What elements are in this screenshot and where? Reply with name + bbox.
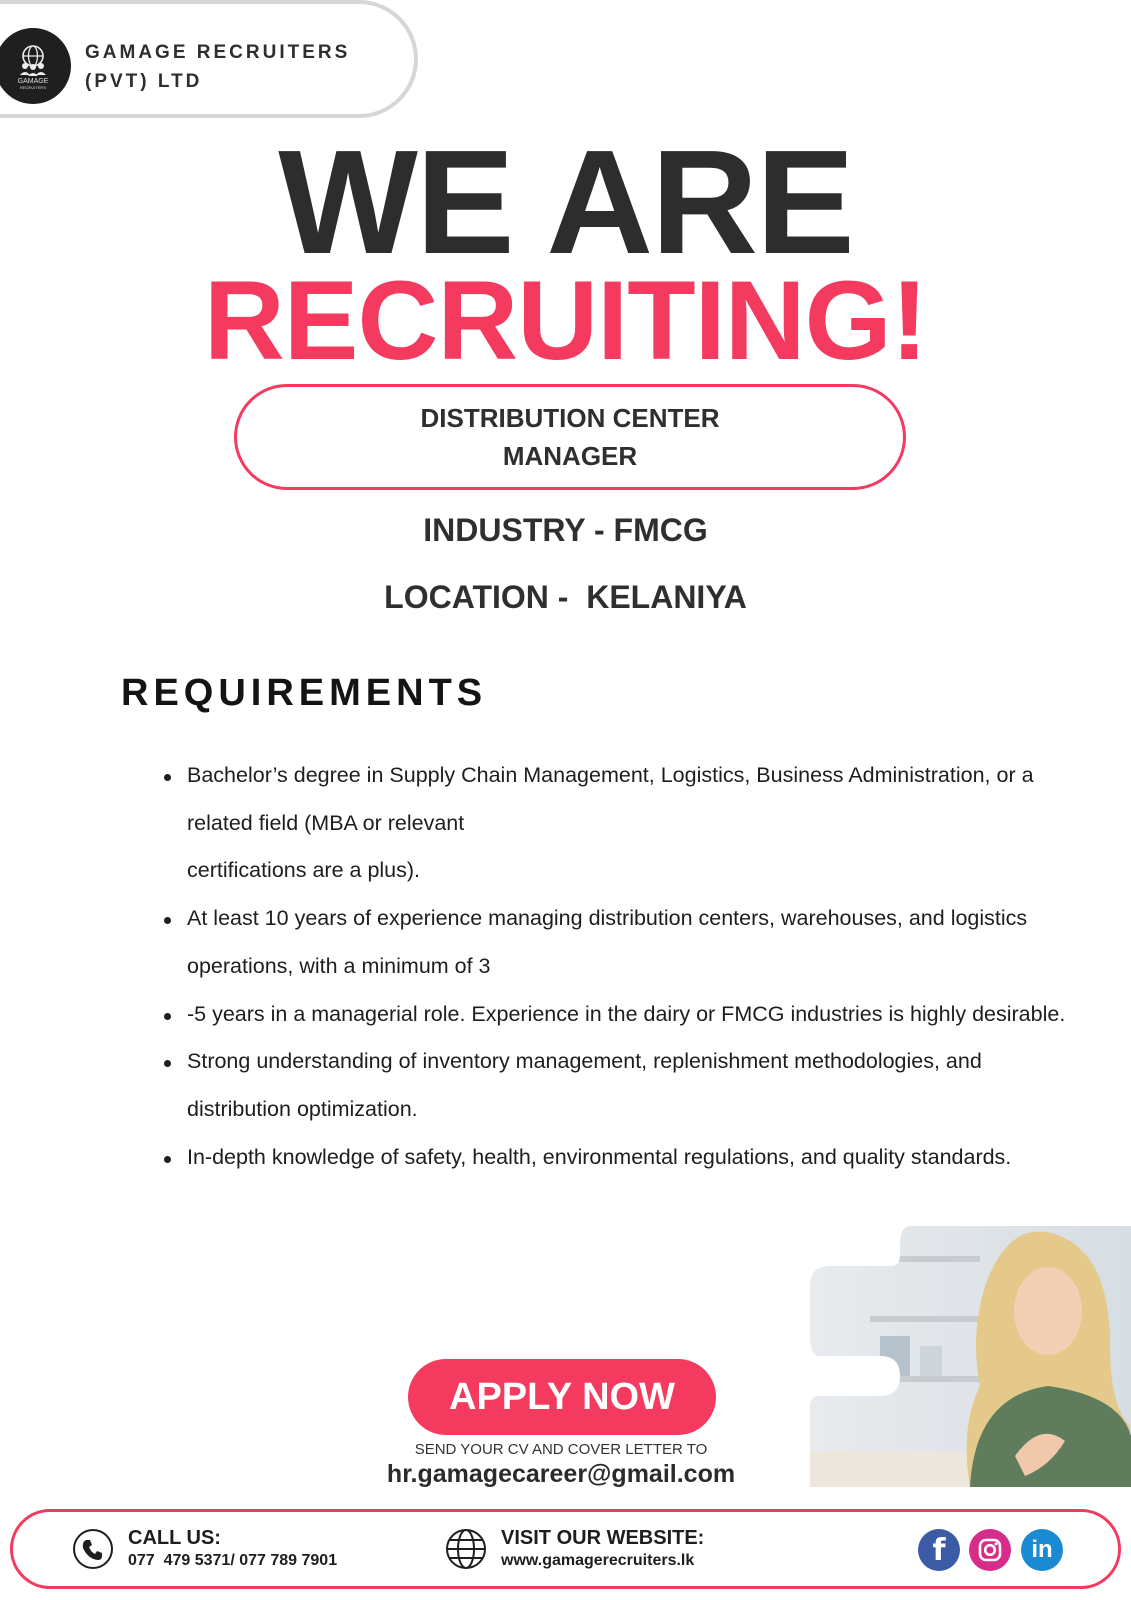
bullet-dot	[164, 1156, 171, 1163]
send-cv-instruction: SEND YOUR CV AND COVER LETTER TO	[414, 1441, 708, 1458]
requirements-list	[164, 752, 1084, 1181]
requirement-text: Strong understanding of inventory management, replenishment methodologies, and distribution optimization.	[187, 1049, 982, 1121]
logo-text-line1: GAMAGE	[17, 78, 49, 85]
company-logo	[0, 28, 71, 104]
bullet-dot	[164, 1060, 171, 1067]
requirement-text: At least 10 years of experience managing distribution centers, warehouses, and logistics operations, with a minimum of 3	[187, 906, 1028, 978]
facebook-icon[interactable]: f	[918, 1529, 960, 1571]
requirement-text: Bachelor’s degree in Supply Chain Management, Logistics, Business Administration, or a related field (MBA or relevant certifications are a plus).	[187, 763, 1034, 883]
phone-icon	[73, 1529, 113, 1569]
instagram-icon[interactable]	[969, 1529, 1011, 1571]
company-name-line2: (PVT) LTD	[85, 71, 203, 92]
location-text: LOCATION - KELANIYA	[384, 579, 747, 615]
requirement-item	[164, 752, 1084, 895]
website-label: VISIT OUR WEBSITE:	[501, 1527, 705, 1549]
bullet-dot	[164, 774, 171, 781]
requirements-heading: REQUIREMENTS	[121, 672, 488, 714]
requirement-text: -5 years in a managerial role. Experience in the dairy or FMCG industries is highly desirable.	[187, 1001, 1066, 1026]
call-us-label: CALL US:	[128, 1527, 221, 1549]
requirement-item	[164, 895, 1084, 990]
industry-text: INDUSTRY - FMCG	[423, 512, 708, 548]
bullet-dot	[164, 1013, 171, 1020]
logo-text-line2: RECRUITERS	[19, 85, 46, 90]
requirement-item	[164, 1134, 1084, 1182]
website-url[interactable]: www.gamagerecruiters.lk	[501, 1552, 695, 1569]
job-title-badge	[234, 384, 906, 490]
requirement-item	[164, 991, 1084, 1039]
requirement-item	[164, 1038, 1084, 1133]
job-title: DISTRIBUTION CENTER MANAGER	[420, 403, 720, 471]
company-name-line1: GAMAGE RECRUITERS	[85, 42, 351, 63]
company-header	[0, 0, 418, 118]
headline-recruiting: RECRUITING!	[203, 258, 928, 383]
company-name	[85, 38, 350, 96]
bullet-dot	[164, 917, 171, 924]
phone-numbers[interactable]: 077 479 5371/ 077 789 7901	[128, 1552, 338, 1569]
globe-people-icon	[16, 42, 50, 76]
logo-text	[18, 78, 49, 90]
linkedin-icon[interactable]: in	[1021, 1529, 1063, 1571]
apply-now-button[interactable]: APPLY NOW	[408, 1359, 716, 1435]
headline-we-are: WE ARE	[278, 120, 853, 285]
globe-icon	[445, 1528, 487, 1570]
footer-contact-bar	[10, 1509, 1121, 1589]
contact-email[interactable]: hr.gamagecareer@gmail.com	[386, 1460, 736, 1488]
requirement-text: In-depth knowledge of safety, health, environmental regulations, and quality standards.	[187, 1144, 1012, 1169]
